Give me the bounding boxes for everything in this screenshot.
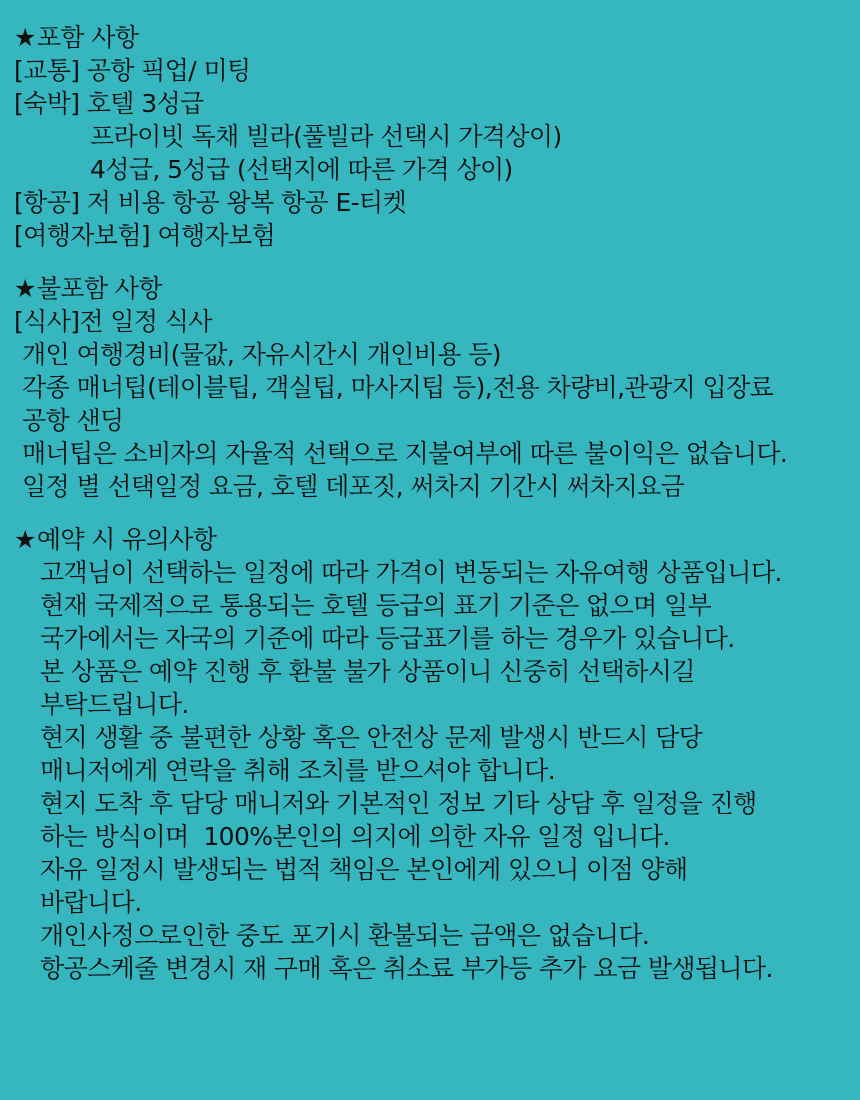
- notes-line: 하는 방식이며 100%본인의 의지에 의한 자유 일정 입니다.: [40, 822, 670, 851]
- excluded-line: 일정 별 선택일정 요금, 호텔 데포짓, 써차지 기간시 써차지요금: [22, 472, 685, 501]
- included-line: [여행자보험] 여행자보험: [14, 221, 276, 250]
- excluded-section: [14, 272, 860, 503]
- notes-line: 개인사정으로인한 중도 포기시 환불되는 금액은 없습니다.: [40, 921, 650, 950]
- included-line: [항공] 저 비용 항공 왕복 항공 E-티켓: [14, 188, 407, 217]
- included-line: 프라이빗 독채 빌라(풀빌라 선택시 가격상이): [90, 122, 562, 151]
- included-line: [교통] 공항 픽업/ 미팅: [14, 56, 251, 85]
- notes-heading: [14, 523, 860, 556]
- excluded-line: 각종 매너팁(테이블팁, 객실팁, 마사지팁 등),전용 차량비,관광지 입장료: [22, 373, 774, 402]
- notes-line: 현지 생활 중 불편한 상황 혹은 안전상 문제 발생시 반드시 담당: [40, 723, 703, 752]
- notes-line: 국가에서는 자국의 기준에 따라 등급표기를 하는 경우가 있습니다.: [40, 624, 735, 653]
- notes-line: 항공스케줄 변경시 재 구매 혹은 취소료 부가등 추가 요금 발생됩니다.: [40, 954, 773, 983]
- included-line: 4성급, 5성급 (선택지에 따른 가격 상이): [90, 155, 513, 184]
- included-title: 포함 사항: [36, 23, 139, 52]
- notes-line: 매니저에게 연락을 취해 조치를 받으셔야 합니다.: [40, 756, 556, 785]
- included-line: [숙박] 호텔 3성급: [14, 89, 204, 118]
- notes-line: 현재 국제적으로 통용되는 호텔 등급의 표기 기준은 없으며 일부: [40, 591, 712, 620]
- notes-line: 자유 일정시 발생되는 법적 책임은 본인에게 있으니 이점 양해: [40, 855, 688, 884]
- star-icon: ★: [14, 274, 36, 303]
- excluded-line: 매너팁은 소비자의 자율적 선택으로 지불여부에 따른 불이익은 없습니다.: [22, 439, 788, 468]
- excluded-line: [식사]전 일정 식사: [14, 307, 212, 336]
- notes-line: 부탁드립니다.: [40, 690, 189, 719]
- excluded-line: 개인 여행경비(물값, 자유시간시 개인비용 등): [22, 340, 501, 369]
- notes-title: 예약 시 유의사항: [36, 525, 217, 554]
- star-icon: ★: [14, 23, 36, 52]
- included-heading: [14, 21, 860, 54]
- section-gap: [14, 252, 860, 272]
- section-gap: [14, 503, 860, 523]
- notes-line: 고객님이 선택하는 일정에 따라 가격이 변동되는 자유여행 상품입니다.: [40, 558, 782, 587]
- excluded-title: 불포함 사항: [36, 274, 162, 303]
- notes-section: [14, 523, 860, 985]
- excluded-heading: [14, 272, 860, 305]
- notes-line: 현지 도착 후 담당 매니저와 기본적인 정보 기타 상담 후 일정을 진행: [40, 789, 757, 818]
- notes-line: 바랍니다.: [40, 888, 142, 917]
- star-icon: ★: [14, 525, 36, 554]
- included-section: [14, 21, 860, 252]
- excluded-line: 공항 샌딩: [22, 406, 124, 435]
- notes-line: 본 상품은 예약 진행 후 환불 불가 상품이니 신중히 선택하시길: [40, 657, 695, 686]
